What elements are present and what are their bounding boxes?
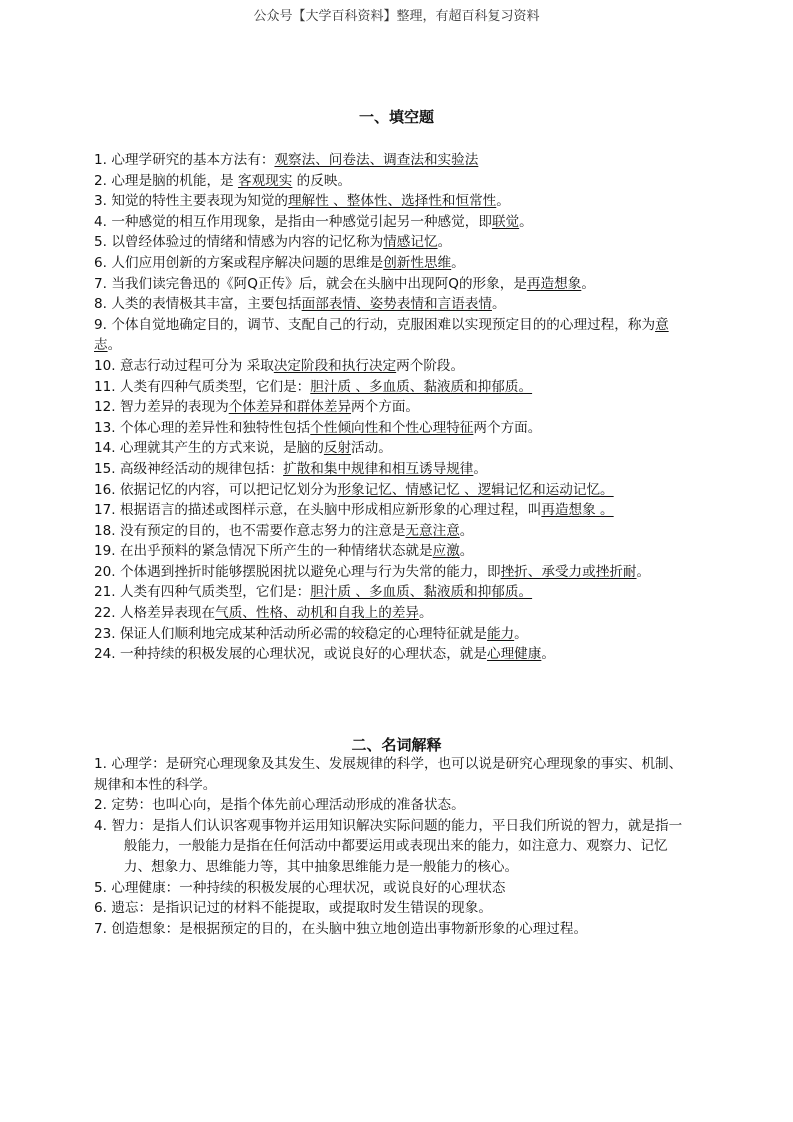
item-number: 10. bbox=[94, 357, 116, 374]
definition-text: 心理健康：一种持续的积极发展的心理状况，或说良好的心理状态 bbox=[111, 879, 506, 896]
fill-in-item bbox=[94, 253, 694, 274]
fill-in-item bbox=[94, 480, 694, 501]
fill-in-list bbox=[94, 150, 694, 665]
answer-text: 联觉 bbox=[491, 213, 520, 230]
answer-text: 理解性 、整体性、选择性和恒常性 bbox=[288, 193, 497, 210]
answer-text: 面部表情、姿势表情和言语表情 bbox=[301, 296, 492, 313]
question-suffix: 。 bbox=[491, 296, 506, 313]
question-suffix: 。 bbox=[459, 522, 474, 539]
question-text: 人格差异表现在 bbox=[119, 605, 216, 622]
question-suffix: 。 bbox=[636, 563, 651, 580]
item-number: 12. bbox=[94, 399, 116, 416]
fill-in-item bbox=[94, 582, 694, 603]
item-number: 5. bbox=[94, 234, 107, 251]
question-suffix: 两个阶段。 bbox=[396, 357, 465, 374]
question-text: 根据语言的描述或图样示意，在头脑中形成相应新形象的心理过程，叫 bbox=[119, 502, 542, 519]
section-title-definitions: 二、名词解释 bbox=[351, 736, 442, 754]
section-title-fill-in: 一、填空题 bbox=[358, 108, 434, 126]
item-number: 6. bbox=[94, 254, 107, 271]
definition-text: 遗忘：是指识记过的材料不能提取，或提取时发生错误的现象。 bbox=[111, 900, 492, 917]
question-text: 个体心理的差异性和独特性包括 bbox=[119, 419, 311, 436]
item-number: 24. bbox=[94, 646, 116, 663]
question-text: 一种持续的积极发展的心理状况，或说良好的心理状态，就是 bbox=[119, 646, 487, 663]
question-suffix: 。 bbox=[581, 275, 595, 292]
definition-item bbox=[94, 878, 694, 899]
question-text: 心理学研究的基本方法有： bbox=[111, 152, 275, 168]
fill-in-item bbox=[94, 624, 694, 645]
header-note: 公众号【大学百科资料】整理，有超百科复习资料 bbox=[253, 9, 540, 24]
definition-item bbox=[94, 898, 694, 919]
question-text: 意志行动过程可分为 采取 bbox=[119, 357, 274, 374]
fill-in-item bbox=[94, 562, 694, 583]
answer-text: 形象记忆、情感记忆 、逻辑记忆和运动记忆。 bbox=[337, 481, 614, 498]
item-number: 1. bbox=[94, 152, 107, 168]
fill-in-item bbox=[94, 191, 694, 212]
definition-list bbox=[94, 754, 694, 939]
fill-in-item bbox=[94, 438, 694, 459]
item-number: 11. bbox=[94, 378, 116, 395]
fill-in-item bbox=[94, 232, 694, 253]
answer-text: 决定阶段和执行决定 bbox=[273, 357, 397, 374]
question-suffix: 。 bbox=[496, 193, 510, 210]
question-text: 人类有四种气质类型，它们是： bbox=[119, 584, 311, 601]
question-suffix: 两个方面。 bbox=[473, 419, 542, 436]
answer-text: 心理健康 bbox=[486, 646, 542, 663]
question-text: 人类有四种气质类型，它们是： bbox=[119, 378, 311, 395]
question-text: 没有预定的目的，也不需要作意志努力的注意是 bbox=[119, 522, 406, 539]
answer-text: 观察法、问卷法、调查法和实验法 bbox=[274, 152, 479, 168]
item-number: 8. bbox=[94, 296, 107, 313]
item-number: 18. bbox=[94, 522, 116, 539]
fill-in-item bbox=[94, 541, 694, 562]
definition-item bbox=[94, 816, 694, 878]
fill-in-item bbox=[94, 521, 694, 542]
question-suffix: 。 bbox=[541, 646, 555, 663]
answer-text: 能力 bbox=[486, 625, 515, 642]
definition-item bbox=[94, 919, 694, 940]
answer-text: 再造想象 bbox=[526, 275, 582, 292]
fill-in-item bbox=[94, 356, 694, 377]
question-suffix: 。 bbox=[519, 213, 533, 230]
definition-item bbox=[94, 754, 694, 795]
fill-in-item bbox=[94, 418, 694, 439]
item-number: 19. bbox=[94, 543, 116, 560]
definition-item bbox=[94, 795, 694, 816]
fill-in-item bbox=[94, 274, 694, 295]
item-number: 22. bbox=[94, 605, 116, 622]
question-text: 人们应用创新的方案或程序解决问题的思维是 bbox=[111, 254, 384, 271]
item-number: 4. bbox=[94, 213, 107, 230]
definition-text: 心理学：是研究心理现象及其发生、发展规律的科学，也可以说是研究心理现象的事实、机制、规律和本性的科学。 bbox=[94, 756, 683, 793]
item-number: 21. bbox=[94, 584, 116, 601]
question-text: 在出乎预料的紧急情况下所产生的一种情绪状态就是 bbox=[119, 543, 433, 560]
question-suffix: 。 bbox=[459, 543, 474, 560]
answer-text: 气质、性格、动机和自我上的差异 bbox=[215, 605, 420, 622]
answer-text: 反射 bbox=[323, 440, 352, 457]
fill-in-item bbox=[94, 294, 694, 315]
question-text: 知觉的特性主要表现为知觉的 bbox=[111, 193, 289, 210]
item-number: 5. bbox=[94, 879, 107, 896]
question-suffix: 。 bbox=[107, 337, 122, 354]
fill-in-item bbox=[94, 212, 694, 233]
question-text: 高级神经活动的规律包括： bbox=[119, 460, 284, 477]
answer-text: 应激 bbox=[432, 543, 460, 560]
fill-in-item bbox=[94, 459, 694, 480]
item-number: 9. bbox=[94, 316, 107, 333]
question-text: 当我们读完鲁迅的《阿Q正传》后，就会在头脑中出现阿Q的形象，是 bbox=[111, 275, 527, 292]
answer-text: 挫折、承受力或挫折耐 bbox=[500, 563, 637, 580]
fill-in-item bbox=[94, 500, 694, 521]
answer-text: 情感记忆 bbox=[383, 234, 438, 251]
question-text: 保证人们顺利地完成某种活动所必需的较稳定的心理特征就是 bbox=[119, 625, 487, 642]
question-suffix: 活动。 bbox=[351, 440, 392, 457]
definition-text: 定势：也叫心向，是指个体先前心理活动形成的准备状态。 bbox=[111, 797, 465, 814]
definition-text: 创造想象：是根据预定的目的，在头脑中独立地创造出事物新形象的心理过程。 bbox=[111, 920, 588, 937]
item-number: 13. bbox=[94, 419, 116, 436]
item-number: 15. bbox=[94, 460, 116, 477]
question-text: 以曾经体验过的情绪和情感为内容的记忆称为 bbox=[111, 234, 384, 251]
fill-in-item bbox=[94, 377, 694, 398]
item-number: 2. bbox=[94, 797, 107, 814]
question-text: 依据记忆的内容，可以把记忆划分为 bbox=[119, 481, 338, 498]
item-number: 20. bbox=[94, 563, 116, 580]
answer-text: 扩散和集中规律和相互诱导规律 bbox=[283, 460, 474, 477]
question-text: 个体自觉地确定目的，调节、支配自己的行动，克服困难以实现预定目的的心理过程，称为 bbox=[111, 316, 656, 333]
question-text: 智力差异的表现为 bbox=[119, 399, 229, 416]
fill-in-item bbox=[94, 397, 694, 418]
item-number: 17. bbox=[94, 502, 116, 519]
answer-text: 个性倾向性和个性心理特征 bbox=[310, 419, 474, 436]
question-suffix: 。 bbox=[419, 605, 433, 622]
question-suffix: 。 bbox=[437, 234, 452, 251]
item-number: 14. bbox=[94, 440, 116, 457]
fill-in-item bbox=[94, 315, 694, 356]
question-text: 个体遇到挫折时能够摆脱困扰以避免心理与行为失常的能力，即 bbox=[119, 563, 501, 580]
question-text: 心理就其产生的方式来说，是脑的 bbox=[119, 440, 324, 457]
answer-text: 胆汁质 、多血质、黏液质和抑郁质。 bbox=[310, 584, 533, 601]
item-number: 6. bbox=[94, 900, 107, 917]
item-number: 23. bbox=[94, 625, 116, 642]
fill-in-item bbox=[94, 603, 694, 624]
item-number: 2. bbox=[94, 172, 107, 189]
question-text: 心理是脑的机能，是 bbox=[111, 172, 238, 189]
answer-text: 无意注意 bbox=[405, 522, 460, 539]
fill-in-item bbox=[94, 150, 694, 171]
answer-text: 意志 bbox=[94, 316, 669, 354]
definition-text: 智力：是指人们认识客观事物并运用知识解决实际问题的能力，平日我们所说的智力，就是指一般能力，一般能力是指在任何活动中都要运用或表现出来的能力，如注意力、观察力、记忆力、想象力、思维能力等，其中抽象思维能力是一般能力的核心。 bbox=[111, 817, 683, 875]
item-number: 7. bbox=[94, 920, 107, 937]
question-suffix: 两个方面。 bbox=[351, 399, 420, 416]
item-number: 1. bbox=[94, 756, 107, 772]
answer-text: 创新性思维 bbox=[383, 254, 452, 271]
question-text: 人类的表情极其丰富，主要包括 bbox=[111, 296, 302, 313]
fill-in-item bbox=[94, 171, 694, 192]
question-suffix: 。 bbox=[514, 625, 528, 642]
answer-text: 个体差异和群体差异 bbox=[228, 399, 352, 416]
question-suffix: 。 bbox=[451, 254, 465, 271]
question-text: 一种感觉的相互作用现象，是指由一种感觉引起另一种感觉，即 bbox=[111, 213, 492, 230]
item-number: 3. bbox=[94, 193, 107, 210]
answer-text: 再造想象 。 bbox=[541, 502, 614, 519]
item-number: 4. bbox=[94, 817, 107, 834]
item-number: 7. bbox=[94, 275, 107, 292]
answer-text: 客观现实 bbox=[237, 172, 293, 189]
fill-in-item bbox=[94, 644, 694, 665]
question-suffix: 的反映。 bbox=[292, 172, 352, 189]
item-number: 16. bbox=[94, 481, 116, 498]
answer-text: 胆汁质 、多血质、黏液质和抑郁质。 bbox=[310, 378, 533, 395]
question-suffix: 。 bbox=[473, 460, 487, 477]
